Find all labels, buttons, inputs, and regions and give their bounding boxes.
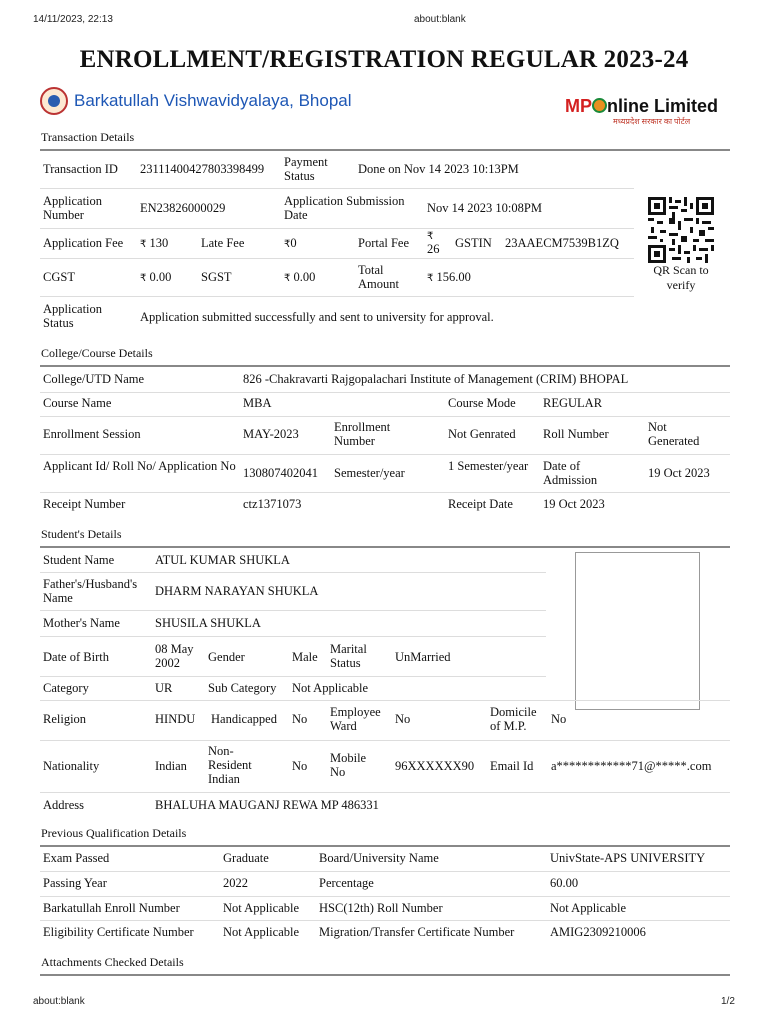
label: Date of Admission — [543, 459, 598, 487]
late-fee: 0 — [290, 236, 297, 250]
label: Nationality — [43, 759, 100, 773]
mponline-logo — [565, 96, 719, 126]
label: College/UTD Name — [43, 372, 145, 386]
transaction-id: 23111400427803398499 — [140, 162, 265, 176]
label: Father's/Husband's Name — [43, 577, 138, 605]
table-row — [40, 871, 730, 897]
qr-label: QR Scan to verify — [653, 263, 709, 292]
print-url-top: about:blank — [414, 14, 466, 25]
label: Portal Fee — [358, 236, 410, 250]
board-name: UnivState-APS UNIVERSITY — [550, 851, 706, 865]
qr-code-icon[interactable] — [648, 197, 714, 263]
rupee-icon: ₹ — [140, 273, 147, 284]
label: Application Submission Date — [284, 194, 405, 222]
label: Student Name — [43, 553, 115, 567]
label: Mobile No — [330, 751, 367, 779]
college-name: 826 -Chakravarti Rajgopalachari Institute of Management (CRIM) BHOPAL — [243, 372, 629, 386]
table-row — [40, 792, 730, 818]
employee-ward: No — [395, 712, 411, 726]
print-page-number: 1/2 — [721, 996, 735, 1007]
rupee-icon: ₹ — [284, 239, 291, 250]
label: GSTIN — [455, 236, 492, 250]
applicant-id: 130807402041 — [243, 466, 318, 480]
table-row — [40, 392, 730, 417]
handicapped: No — [292, 712, 308, 726]
label: Enrollment Session — [43, 427, 141, 441]
label: Payment Status — [284, 155, 328, 183]
rupee-icon: ₹ — [140, 239, 147, 250]
exam-passed: Graduate — [223, 851, 269, 865]
section-attachments — [40, 955, 730, 976]
label: HSC(12th) Roll Number — [319, 901, 443, 915]
label: Percentage — [319, 876, 374, 890]
label: Course Name — [43, 396, 112, 410]
section-transaction — [40, 130, 730, 151]
table-row — [40, 228, 634, 259]
semester: 1 Semester/year — [448, 459, 529, 473]
application-fee: 130 — [149, 236, 169, 250]
eligibility-certificate: Not Applicable — [223, 925, 300, 939]
enrollment-number: Not Genrated — [448, 427, 516, 441]
label: Roll Number — [543, 427, 609, 441]
table-row — [40, 572, 546, 611]
label: Eligibility Certificate Number — [43, 925, 194, 939]
father-name: DHARM NARAYAN SHUKLA — [155, 584, 319, 598]
table-row — [40, 258, 634, 297]
passing-year: 2022 — [223, 876, 248, 890]
payment-status: Done on Nov 14 2023 10:13PM — [358, 162, 519, 176]
table-row — [40, 676, 730, 701]
label: Receipt Number — [43, 497, 126, 511]
date-of-birth: 08 May 2002 — [155, 642, 194, 670]
application-status: Application submitted successfully and sent to university for approval. — [140, 310, 494, 324]
domicile: No — [551, 712, 567, 726]
category: UR — [155, 681, 173, 695]
label: Application Fee — [43, 236, 124, 250]
email-id: a************71@*****.com — [551, 759, 712, 773]
section-title: Transaction Details — [41, 130, 135, 144]
label: Receipt Date — [448, 497, 513, 511]
label: Date of Birth — [43, 650, 109, 664]
label: Late Fee — [201, 236, 245, 250]
course-mode: REGULAR — [543, 396, 603, 410]
application-date: Nov 14 2023 10:08PM — [427, 201, 542, 215]
table-row — [40, 296, 634, 338]
rupee-icon: ₹ — [427, 231, 434, 242]
university-logo — [40, 84, 352, 118]
table-row — [40, 740, 730, 793]
label: Category — [43, 681, 89, 695]
total-amount: 156.00 — [436, 270, 471, 284]
sgst: 0.00 — [293, 270, 316, 284]
section-title: Attachments Checked Details — [41, 955, 184, 969]
nri: No — [292, 759, 308, 773]
section-title: College/Course Details — [41, 346, 153, 360]
table-row — [40, 188, 634, 229]
student-name: ATUL KUMAR SHUKLA — [155, 553, 290, 567]
marital-status: UnMarried — [395, 650, 451, 664]
hsc-roll-number: Not Applicable — [550, 901, 627, 915]
admission-date: 19 Oct 2023 — [648, 466, 710, 480]
mponline-rest: nline Limited — [607, 96, 719, 116]
label: Marital Status — [330, 642, 367, 670]
table-row — [40, 368, 730, 393]
label: Board/University Name — [319, 851, 439, 865]
gender: Male — [292, 650, 318, 664]
table-row — [40, 610, 546, 637]
print-datetime: 14/11/2023, 22:13 — [33, 14, 113, 25]
label: Domicile of M.P. — [490, 705, 537, 733]
label: Gender — [208, 650, 245, 664]
label: Non-Resident Indian — [208, 744, 252, 786]
rupee-icon: ₹ — [284, 273, 291, 284]
migration-certificate: AMIG2309210006 — [550, 925, 646, 939]
receipt-date: 19 Oct 2023 — [543, 497, 605, 511]
label: Exam Passed — [43, 851, 110, 865]
section-title: Previous Qualification Details — [41, 826, 187, 840]
label: Application Status — [43, 302, 103, 330]
label: Semester/year — [334, 466, 405, 480]
label: Email Id — [490, 759, 534, 773]
section-student — [40, 527, 730, 548]
label: Barkatullah Enroll Number — [43, 901, 180, 915]
label: Religion — [43, 712, 87, 726]
mobile-number: 96XXXXXX90 — [395, 759, 475, 773]
label: Address — [43, 798, 84, 812]
application-number: EN23826000029 — [140, 201, 226, 215]
receipt-number: ctz1371073 — [243, 497, 302, 511]
label: SGST — [201, 270, 232, 284]
gstin: 23AAECM7539B1ZQ — [505, 236, 619, 250]
table-row — [40, 492, 730, 516]
table-row — [40, 152, 634, 189]
table-row — [40, 896, 730, 921]
label: Applicant Id/ Roll No/ Application No — [43, 459, 236, 473]
sub-category: Not Applicable — [292, 681, 369, 695]
label: Course Mode — [448, 396, 516, 410]
table-row — [40, 636, 546, 677]
table-row — [40, 920, 730, 945]
university-seal-icon — [40, 87, 68, 115]
print-url-bottom: about:blank — [33, 996, 85, 1007]
table-row — [40, 700, 730, 741]
label: Enrollment Number — [334, 420, 391, 448]
mponline-mp: MP — [565, 96, 592, 116]
label: Sub Category — [208, 681, 277, 695]
table-row — [40, 454, 730, 493]
mponline-o-icon — [592, 98, 607, 113]
section-title: Student's Details — [41, 527, 122, 541]
section-prev-qualification — [40, 826, 730, 847]
table-row — [40, 548, 546, 573]
label: CGST — [43, 270, 75, 284]
table-row — [40, 416, 730, 455]
university-name: Barkatullah Vishwavidyalaya, Bhopal — [74, 91, 352, 110]
label: Application Number — [43, 194, 103, 222]
section-college — [40, 346, 730, 367]
mother-name: SHUSILA SHUKLA — [155, 616, 261, 630]
roll-number: Not Generated — [648, 420, 700, 448]
page-title: ENROLLMENT/REGISTRATION REGULAR 2023-24 — [79, 46, 689, 73]
mponline-tagline: मध्यप्रदेश सरकार का पोर्टल — [613, 117, 691, 126]
address: BHALUHA MAUGANJ REWA MP 486331 — [155, 798, 379, 812]
religion: HINDU — [155, 712, 196, 726]
label: Transaction ID — [43, 162, 118, 176]
course-name: MBA — [243, 396, 272, 410]
percentage: 60.00 — [550, 876, 579, 890]
label: Handicapped — [211, 712, 277, 726]
label: Employee Ward — [330, 705, 381, 733]
enrollment-session: MAY-2023 — [243, 427, 299, 441]
label: Migration/Transfer Certificate Number — [319, 925, 515, 939]
cgst: 0.00 — [149, 270, 172, 284]
table-row — [40, 847, 730, 872]
portal-fee: 26 — [427, 242, 440, 256]
nationality: Indian — [155, 759, 187, 773]
rupee-icon: ₹ — [427, 273, 434, 284]
label: Passing Year — [43, 876, 107, 890]
bu-enroll-number: Not Applicable — [223, 901, 300, 915]
label: Mother's Name — [43, 616, 120, 630]
label: Total Amount — [358, 263, 399, 291]
